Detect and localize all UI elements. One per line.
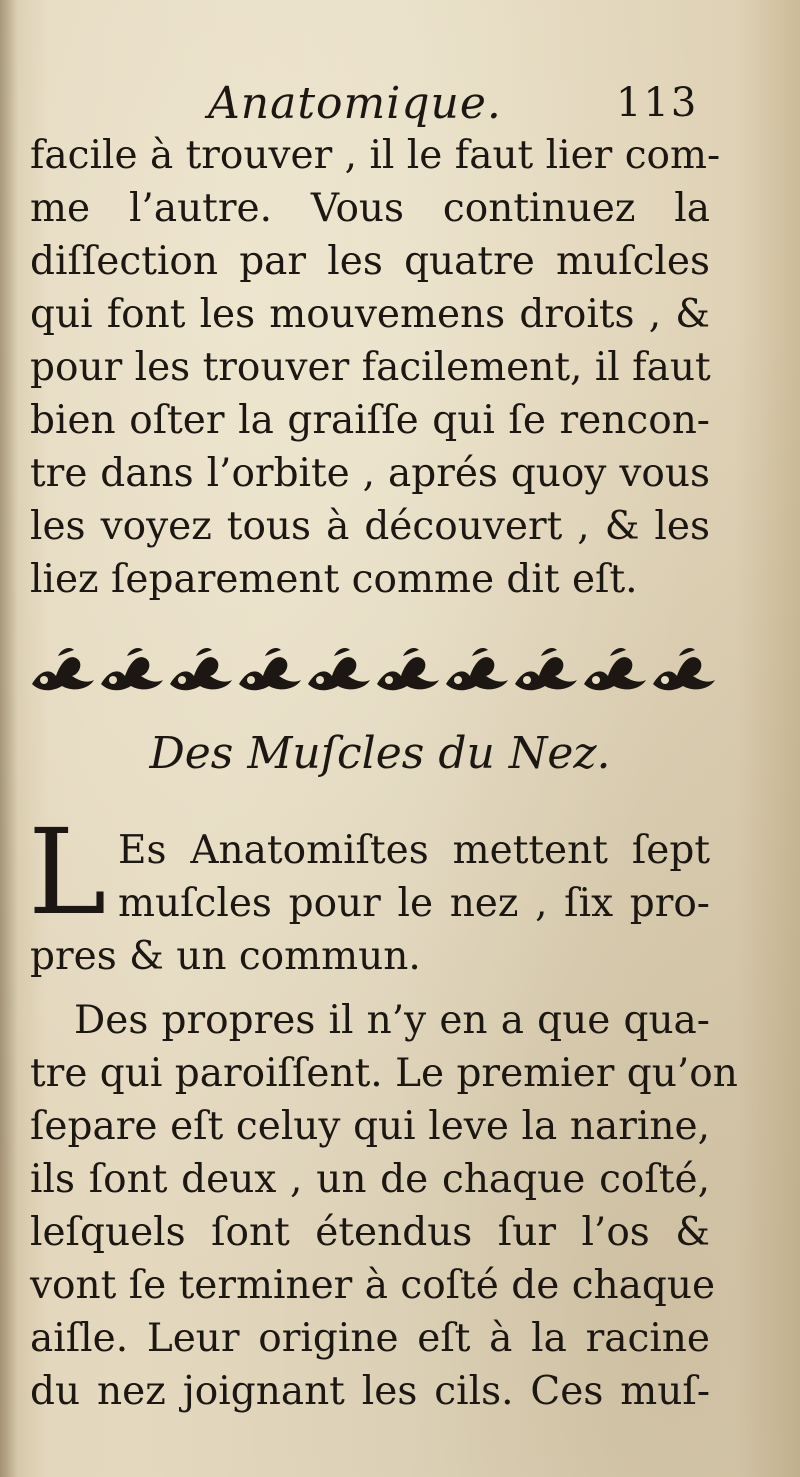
text-line: leſquels ſont étendus ſur l’os &	[30, 1210, 710, 1255]
drop-cap: L	[28, 803, 107, 941]
text-line: du nez joignant les cils. Ces muſ-	[30, 1369, 710, 1414]
text-line: Es Anatomiſtes mettent ſept	[118, 828, 710, 873]
fleuron-icon	[515, 648, 577, 690]
fleuron-icon	[32, 648, 94, 690]
text-line: liez ſeparement comme dit eſt.	[30, 557, 638, 602]
text-line: tre dans l’orbite , aprés quoy vous	[30, 451, 710, 496]
text-line: me l’autre. Vous continuez la	[30, 186, 710, 231]
text-line: muſcles pour le nez , ſix pro-	[118, 881, 710, 926]
fleuron-icon	[239, 648, 301, 690]
page-number: 113	[616, 80, 699, 126]
text-line: pour les trouver facilement, il faut	[30, 345, 711, 390]
text-line: tre qui paroiſſent. Le premier qu’on	[30, 1051, 738, 1096]
text-line: vont ſe terminer à coſté de chaque	[30, 1263, 716, 1308]
text-line: Des propres il n’y en a que qua-	[74, 998, 710, 1043]
page-header	[0, 78, 800, 138]
printer-ornament-band	[28, 640, 718, 700]
text-line: aiſle. Leur origine eſt à la racine	[30, 1316, 710, 1361]
text-line: ils ſont deux , un de chaque coſté,	[30, 1157, 710, 1202]
fleuron-icon	[170, 648, 232, 690]
text-line: pres & un commun.	[30, 934, 421, 979]
text-line: bien oſter la graiſſe qui ſe rencon-	[30, 398, 710, 443]
text-line: facile à trouver , il le faut lier com-	[30, 133, 721, 178]
fleuron-icon	[653, 648, 715, 690]
fleuron-icon	[377, 648, 439, 690]
running-head: Anatomique.	[208, 78, 502, 129]
text-line: diſſection par les quatre muſcles	[30, 239, 710, 284]
text-line: qui font les mouvemens droits , &	[30, 292, 710, 337]
fleuron-icon	[584, 648, 646, 690]
fleuron-icon	[446, 648, 508, 690]
text-line: les voyez tous à découvert , & les	[30, 504, 710, 549]
fleuron-icon	[308, 648, 370, 690]
section-heading: Des Muſcles du Nez.	[149, 728, 611, 779]
fleuron-icon	[101, 648, 163, 690]
text-line: ſepare eſt celuy qui leve la narine,	[30, 1104, 710, 1149]
